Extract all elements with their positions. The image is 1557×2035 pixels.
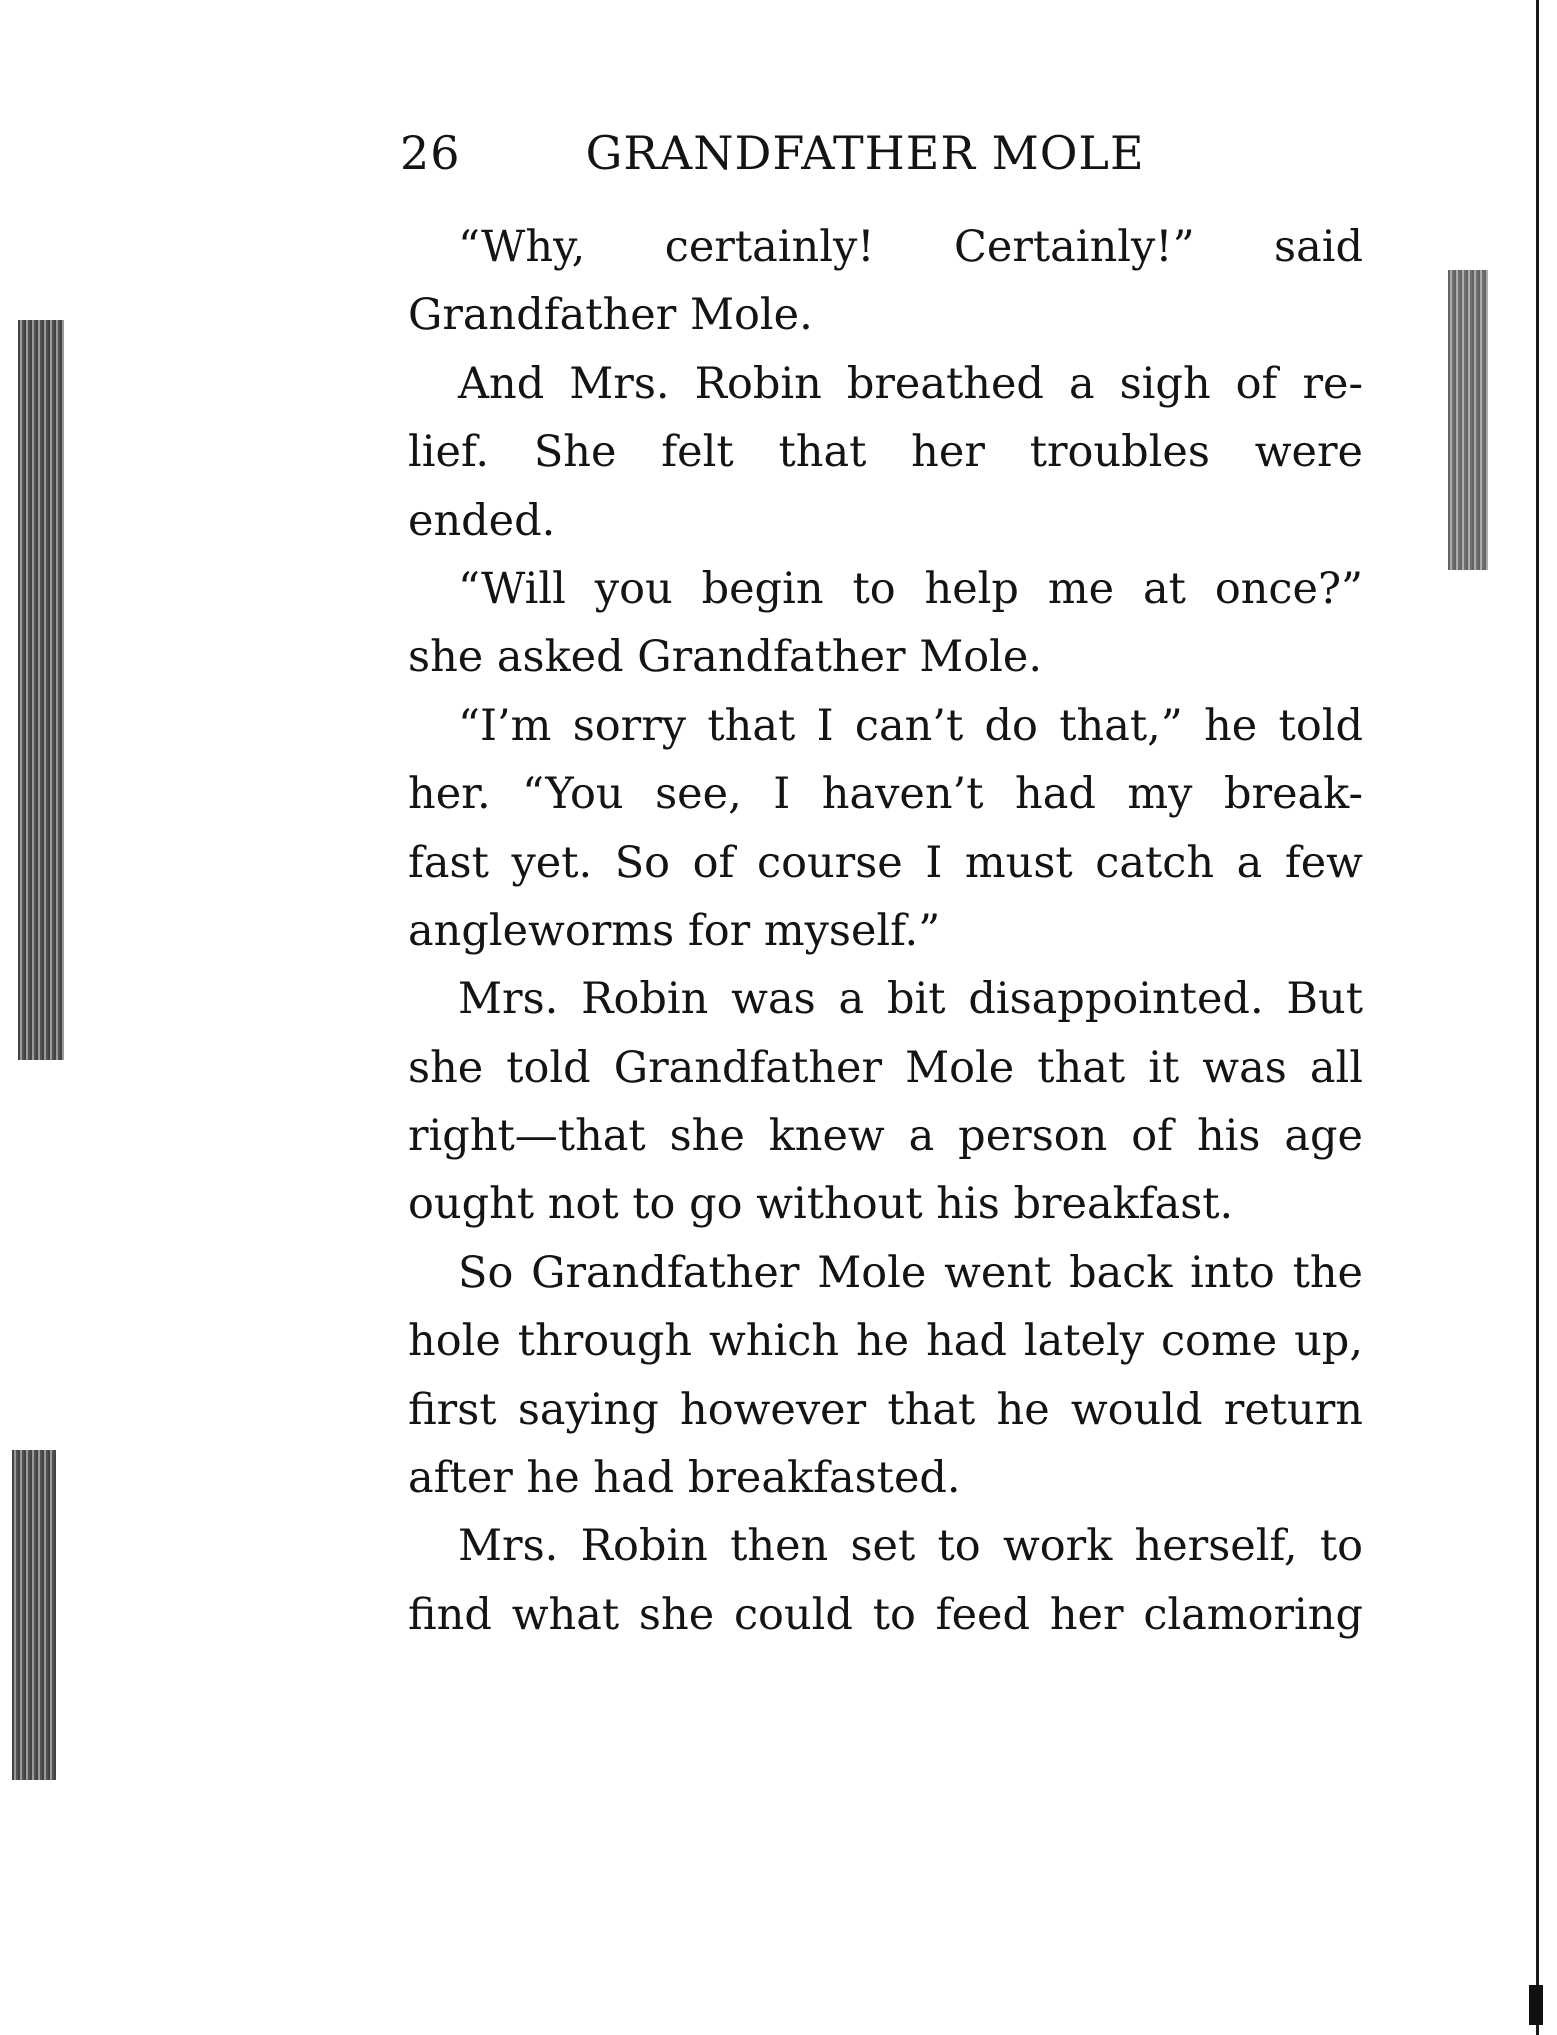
text-line: fast yet. So of course I must catch a few bbox=[408, 837, 1363, 888]
page-number: 26 bbox=[400, 126, 461, 180]
text-line: ended. bbox=[408, 495, 556, 546]
corner-scan-mark bbox=[1529, 1985, 1543, 2025]
paragraph bbox=[408, 965, 1363, 1239]
left-margin-scan-mark-lower bbox=[12, 1450, 56, 1780]
text-line: angleworms for myself.” bbox=[408, 905, 941, 956]
paragraph bbox=[408, 350, 1363, 555]
text-line: Grandfather Mole. bbox=[408, 290, 813, 341]
running-title: GRANDFATHER MOLE bbox=[585, 126, 1145, 180]
text-line: “I’m sorry that I can’t do that,” he told bbox=[458, 700, 1363, 751]
text-line: she told Grandfather Mole that it was all bbox=[408, 1042, 1363, 1093]
text-line: find what she could to feed her clamoring bbox=[408, 1589, 1363, 1640]
text-line: ought not to go without his breakfast. bbox=[408, 1179, 1234, 1230]
text-line: she asked Grandfather Mole. bbox=[408, 632, 1043, 683]
left-margin-scan-mark-upper bbox=[18, 320, 64, 1060]
paragraph bbox=[408, 213, 1363, 350]
paragraph bbox=[408, 555, 1363, 692]
body-text bbox=[408, 213, 1363, 1649]
text-line: after he had breakfasted. bbox=[408, 1453, 961, 1504]
paragraph bbox=[408, 1239, 1363, 1513]
text-line: hole through which he had lately come up, bbox=[408, 1316, 1363, 1367]
paragraph bbox=[408, 692, 1363, 966]
text-line: Mrs. Robin then set to work herself, to bbox=[458, 1521, 1363, 1572]
page-edge-line bbox=[1536, 0, 1539, 2035]
text-line: So Grandfather Mole went back into the bbox=[458, 1247, 1363, 1298]
text-line: Mrs. Robin was a bit disappointed. But bbox=[458, 974, 1363, 1025]
running-header bbox=[400, 108, 1200, 198]
paragraph bbox=[408, 1512, 1363, 1649]
text-line: her. “You see, I haven’t had my break- bbox=[408, 769, 1363, 820]
text-line: And Mrs. Robin breathed a sigh of re- bbox=[458, 358, 1363, 409]
right-margin-scan-mark bbox=[1448, 270, 1488, 570]
text-line: first saying however that he would return bbox=[408, 1384, 1363, 1435]
text-line: “Why, certainly! Certainly!” said bbox=[458, 222, 1363, 272]
text-line: “Will you begin to help me at once?” bbox=[458, 563, 1363, 614]
text-line: right—that she knew a person of his age bbox=[408, 1111, 1363, 1162]
text-line: lief. She felt that her troubles were bbox=[408, 427, 1363, 478]
